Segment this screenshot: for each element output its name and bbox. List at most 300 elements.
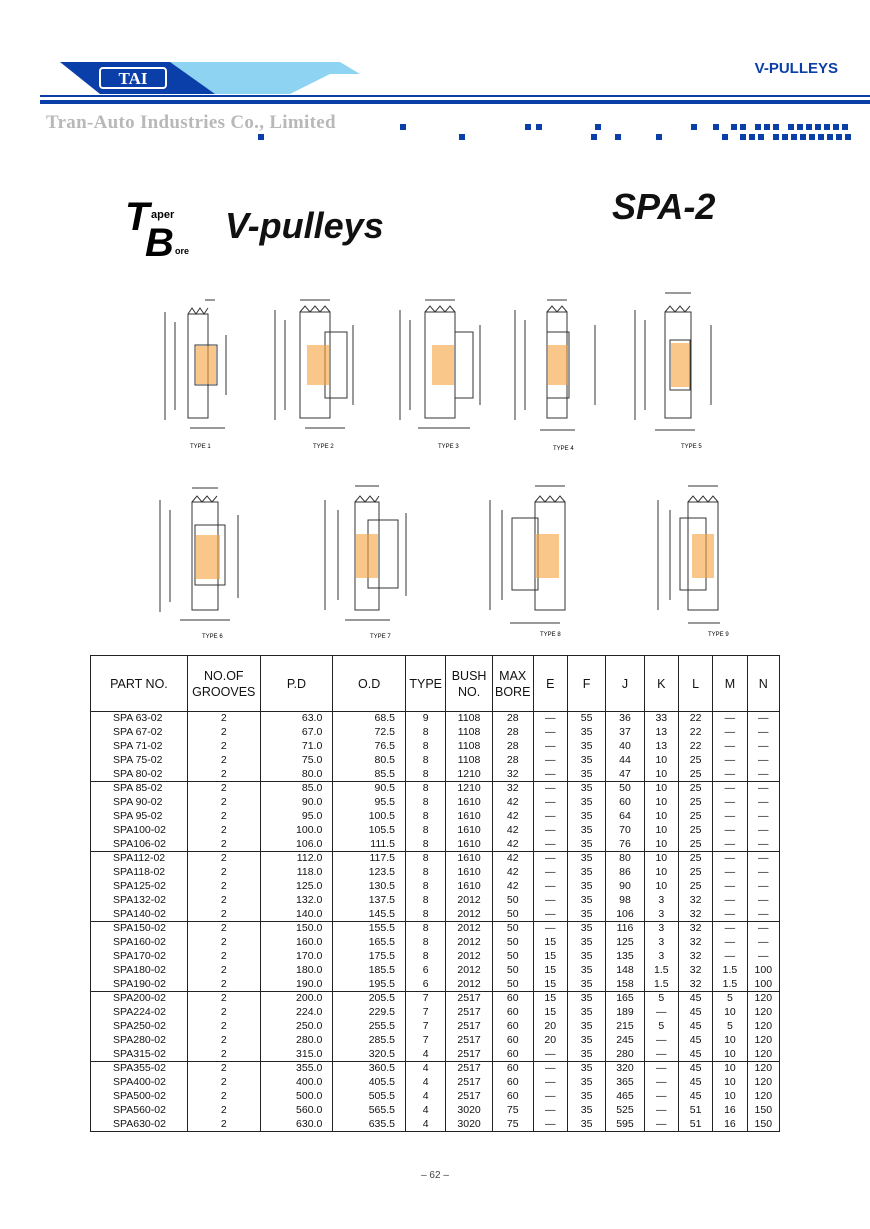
- table-cell: 3020: [446, 1103, 492, 1117]
- table-cell: 2517: [446, 1090, 492, 1104]
- table-cell: 1610: [446, 866, 492, 880]
- table-cell: —: [644, 1061, 678, 1075]
- table-cell: 8: [405, 767, 445, 781]
- table-cell: 15: [533, 963, 567, 977]
- table-cell: 20: [533, 1033, 567, 1047]
- table-cell: 25: [678, 851, 712, 865]
- table-cell: —: [747, 823, 779, 837]
- table-cell: 2012: [446, 950, 492, 964]
- table-cell: 25: [678, 866, 712, 880]
- table-cell: 35: [567, 936, 605, 950]
- table-cell: 42: [492, 880, 533, 894]
- type-label: TYPE 9: [708, 632, 729, 638]
- table-cell: 3: [644, 907, 678, 921]
- table-row: [91, 1103, 780, 1117]
- table-row: [91, 837, 780, 851]
- table-cell: 42: [492, 823, 533, 837]
- table-cell: 35: [567, 810, 605, 824]
- table-cell: —: [644, 1103, 678, 1117]
- table-cell: —: [713, 712, 747, 726]
- table-cell: 111.5: [333, 837, 406, 851]
- table-cell: SPA190-02: [91, 977, 188, 991]
- table-cell: 106.0: [260, 837, 333, 851]
- table-cell: 1108: [446, 726, 492, 740]
- table-cell: 45: [678, 1033, 712, 1047]
- table-cell: 2: [187, 963, 260, 977]
- table-cell: SPA560-02: [91, 1103, 188, 1117]
- table-cell: 50: [492, 977, 533, 991]
- table-cell: 130.5: [333, 880, 406, 894]
- table-cell: 8: [405, 810, 445, 824]
- table-cell: 10: [644, 823, 678, 837]
- table-cell: —: [644, 1090, 678, 1104]
- table-cell: —: [713, 810, 747, 824]
- table-cell: 150: [747, 1117, 779, 1131]
- table-cell: 10: [713, 1033, 747, 1047]
- table-cell: 75.0: [260, 753, 333, 767]
- table-cell: —: [747, 837, 779, 851]
- table-cell: 35: [567, 837, 605, 851]
- table-cell: 50: [606, 781, 644, 795]
- table-cell: 3: [644, 893, 678, 907]
- table-cell: 148: [606, 963, 644, 977]
- table-cell: 175.5: [333, 950, 406, 964]
- table-cell: 5: [713, 991, 747, 1005]
- table-cell: 1210: [446, 767, 492, 781]
- table-cell: 2012: [446, 921, 492, 935]
- table-cell: 132.0: [260, 893, 333, 907]
- table-cell: 25: [678, 823, 712, 837]
- table-cell: 190.0: [260, 977, 333, 991]
- table-cell: 112.0: [260, 851, 333, 865]
- table-cell: —: [713, 781, 747, 795]
- table-cell: 2517: [446, 1020, 492, 1034]
- table-cell: 95.0: [260, 810, 333, 824]
- table-cell: 35: [567, 866, 605, 880]
- table-row: [91, 753, 780, 767]
- table-cell: 5: [644, 991, 678, 1005]
- table-row: [91, 977, 780, 991]
- table-cell: 76.5: [333, 740, 406, 754]
- table-cell: 6: [405, 963, 445, 977]
- table-cell: 50: [492, 921, 533, 935]
- table-cell: SPA 71-02: [91, 740, 188, 754]
- table-cell: 90: [606, 880, 644, 894]
- table-cell: 1.5: [713, 963, 747, 977]
- table-cell: 42: [492, 810, 533, 824]
- table-cell: 32: [678, 950, 712, 964]
- table-cell: —: [713, 893, 747, 907]
- table-cell: 35: [567, 1061, 605, 1075]
- table-cell: 60: [492, 1020, 533, 1034]
- table-cell: 155.5: [333, 921, 406, 935]
- table-cell: 595: [606, 1117, 644, 1131]
- table-cell: 35: [567, 1006, 605, 1020]
- column-header: BUSH NO.: [446, 656, 492, 712]
- table-cell: 560.0: [260, 1103, 333, 1117]
- table-cell: 1610: [446, 851, 492, 865]
- table-cell: —: [533, 893, 567, 907]
- table-cell: 10: [644, 781, 678, 795]
- table-cell: 105.5: [333, 823, 406, 837]
- table-cell: 3: [644, 921, 678, 935]
- table-cell: 1.5: [713, 977, 747, 991]
- table-row: [91, 1061, 780, 1075]
- table-row: [91, 1117, 780, 1131]
- table-cell: 95.5: [333, 796, 406, 810]
- column-header: N: [747, 656, 779, 712]
- table-cell: 85.0: [260, 781, 333, 795]
- table-cell: 6: [405, 977, 445, 991]
- table-cell: —: [713, 950, 747, 964]
- table-cell: —: [713, 740, 747, 754]
- table-row: [91, 963, 780, 977]
- table-cell: SPA 95-02: [91, 810, 188, 824]
- table-cell: 15: [533, 991, 567, 1005]
- pulley-diagram-type-5: [625, 285, 725, 455]
- table-cell: 2: [187, 893, 260, 907]
- table-cell: —: [644, 1117, 678, 1131]
- table-row: [91, 823, 780, 837]
- table-cell: 68.5: [333, 712, 406, 726]
- table-cell: —: [533, 1117, 567, 1131]
- table-row: [91, 726, 780, 740]
- table-cell: —: [644, 1006, 678, 1020]
- table-cell: 10: [644, 810, 678, 824]
- table-cell: —: [533, 921, 567, 935]
- table-cell: SPA132-02: [91, 893, 188, 907]
- table-cell: 67.0: [260, 726, 333, 740]
- table-cell: 185.5: [333, 963, 406, 977]
- table-cell: 25: [678, 796, 712, 810]
- table-cell: 42: [492, 851, 533, 865]
- column-header: F: [567, 656, 605, 712]
- table-cell: —: [747, 851, 779, 865]
- table-cell: 22: [678, 726, 712, 740]
- table-cell: 25: [678, 810, 712, 824]
- table-cell: —: [713, 851, 747, 865]
- column-header: O.D: [333, 656, 406, 712]
- table-cell: 635.5: [333, 1117, 406, 1131]
- table-cell: 7: [405, 991, 445, 1005]
- table-cell: —: [533, 823, 567, 837]
- table-cell: 285.5: [333, 1033, 406, 1047]
- table-cell: 75: [492, 1117, 533, 1131]
- table-cell: 45: [678, 1047, 712, 1061]
- table-cell: —: [533, 907, 567, 921]
- table-cell: 1108: [446, 712, 492, 726]
- table-cell: 45: [678, 1090, 712, 1104]
- table-cell: 1210: [446, 781, 492, 795]
- decorative-dot: [258, 134, 268, 144]
- table-cell: 32: [678, 936, 712, 950]
- table-cell: 2: [187, 1061, 260, 1075]
- table-cell: —: [713, 726, 747, 740]
- table-cell: 15: [533, 950, 567, 964]
- table-cell: 2: [187, 740, 260, 754]
- table-cell: SPA315-02: [91, 1047, 188, 1061]
- table-cell: 80.5: [333, 753, 406, 767]
- table-cell: 28: [492, 740, 533, 754]
- table-cell: 35: [567, 1076, 605, 1090]
- column-header: L: [678, 656, 712, 712]
- table-row: [91, 796, 780, 810]
- table-cell: 13: [644, 726, 678, 740]
- table-cell: —: [533, 753, 567, 767]
- table-cell: 165.5: [333, 936, 406, 950]
- table-cell: 200.0: [260, 991, 333, 1005]
- table-cell: 71.0: [260, 740, 333, 754]
- table-cell: 51: [678, 1117, 712, 1131]
- table-cell: 145.5: [333, 907, 406, 921]
- table-cell: 2: [187, 1006, 260, 1020]
- table-cell: SPA 90-02: [91, 796, 188, 810]
- table-cell: 150.0: [260, 921, 333, 935]
- type-label: TYPE 5: [681, 444, 702, 450]
- table-cell: 47: [606, 767, 644, 781]
- company-name: Tran-Auto Industries Co., Limited: [46, 112, 336, 133]
- table-cell: 1610: [446, 880, 492, 894]
- section-title: V-PULLEYS: [754, 60, 838, 77]
- table-cell: 2517: [446, 991, 492, 1005]
- table-cell: —: [747, 907, 779, 921]
- table-cell: 229.5: [333, 1006, 406, 1020]
- table-cell: 42: [492, 796, 533, 810]
- table-cell: —: [747, 712, 779, 726]
- table-cell: 118.0: [260, 866, 333, 880]
- table-cell: 1610: [446, 796, 492, 810]
- table-cell: 3020: [446, 1117, 492, 1131]
- table-cell: 189: [606, 1006, 644, 1020]
- table-cell: —: [747, 767, 779, 781]
- table-cell: SPA112-02: [91, 851, 188, 865]
- table-cell: 4: [405, 1047, 445, 1061]
- table-cell: 35: [567, 1103, 605, 1117]
- table-cell: 60: [492, 1047, 533, 1061]
- table-cell: 76: [606, 837, 644, 851]
- table-cell: —: [533, 740, 567, 754]
- table-cell: SPA224-02: [91, 1006, 188, 1020]
- pulley-diagram-type-7: [310, 478, 420, 643]
- type-label: TYPE 6: [202, 634, 223, 640]
- table-cell: —: [533, 810, 567, 824]
- table-row: [91, 740, 780, 754]
- table-row: [91, 1033, 780, 1047]
- table-cell: 2: [187, 1047, 260, 1061]
- table-cell: 80: [606, 851, 644, 865]
- table-cell: —: [713, 837, 747, 851]
- column-header: P.D: [260, 656, 333, 712]
- table-cell: 2: [187, 1033, 260, 1047]
- table-cell: —: [713, 823, 747, 837]
- table-cell: 2: [187, 977, 260, 991]
- pulley-diagram-type-3: [390, 290, 490, 455]
- table-cell: SPA400-02: [91, 1076, 188, 1090]
- table-cell: 90.5: [333, 781, 406, 795]
- table-cell: 35: [567, 963, 605, 977]
- table-cell: —: [747, 866, 779, 880]
- table-cell: 60: [492, 1076, 533, 1090]
- table-cell: 55: [567, 712, 605, 726]
- table-cell: 150: [747, 1103, 779, 1117]
- table-cell: 2517: [446, 1047, 492, 1061]
- table-cell: 195.5: [333, 977, 406, 991]
- decorative-dot-pattern: [395, 120, 855, 144]
- type-label: TYPE 7: [370, 634, 391, 640]
- table-cell: 60: [492, 1090, 533, 1104]
- table-cell: 2: [187, 767, 260, 781]
- taper-bore-logo: [125, 196, 205, 260]
- table-cell: 120: [747, 1061, 779, 1075]
- table-cell: 137.5: [333, 893, 406, 907]
- table-cell: 116: [606, 921, 644, 935]
- table-row: [91, 936, 780, 950]
- table-cell: 7: [405, 1033, 445, 1047]
- table-cell: 25: [678, 880, 712, 894]
- table-body: [91, 712, 780, 1132]
- table-cell: SPA500-02: [91, 1090, 188, 1104]
- type-label: TYPE 4: [553, 446, 574, 452]
- table-cell: 25: [678, 837, 712, 851]
- table-cell: —: [533, 1076, 567, 1090]
- table-cell: 8: [405, 866, 445, 880]
- table-cell: 90.0: [260, 796, 333, 810]
- table-cell: 63.0: [260, 712, 333, 726]
- table-cell: 2: [187, 726, 260, 740]
- table-cell: 45: [678, 1020, 712, 1034]
- column-header: NO.OF GROOVES: [187, 656, 260, 712]
- table-cell: 32: [678, 977, 712, 991]
- table-cell: 500.0: [260, 1090, 333, 1104]
- table-cell: 35: [567, 977, 605, 991]
- table-cell: 2517: [446, 1033, 492, 1047]
- table-row: [91, 1020, 780, 1034]
- table-cell: —: [713, 880, 747, 894]
- table-cell: SPA140-02: [91, 907, 188, 921]
- table-cell: 117.5: [333, 851, 406, 865]
- table-cell: 250.0: [260, 1020, 333, 1034]
- table-cell: 10: [644, 767, 678, 781]
- table-cell: 28: [492, 753, 533, 767]
- table-cell: 16: [713, 1103, 747, 1117]
- table-cell: 4: [405, 1090, 445, 1104]
- table-cell: 2: [187, 921, 260, 935]
- table-cell: 32: [492, 781, 533, 795]
- table-cell: SPA 63-02: [91, 712, 188, 726]
- table-cell: 50: [492, 893, 533, 907]
- table-cell: SPA630-02: [91, 1117, 188, 1131]
- table-cell: 4: [405, 1103, 445, 1117]
- pulley-diagram-type-6: [150, 480, 250, 645]
- table-cell: 180.0: [260, 963, 333, 977]
- table-cell: 100.5: [333, 810, 406, 824]
- table-cell: 2: [187, 823, 260, 837]
- table-cell: 2012: [446, 977, 492, 991]
- table-row: [91, 851, 780, 865]
- table-cell: 25: [678, 753, 712, 767]
- table-cell: 22: [678, 740, 712, 754]
- table-cell: 120: [747, 1090, 779, 1104]
- table-cell: 2: [187, 1103, 260, 1117]
- table-cell: 35: [567, 1033, 605, 1047]
- table-cell: SPA160-02: [91, 936, 188, 950]
- table-cell: 70: [606, 823, 644, 837]
- table-cell: 505.5: [333, 1090, 406, 1104]
- table-cell: —: [747, 753, 779, 767]
- table-cell: 80.0: [260, 767, 333, 781]
- page-number: – 62 –: [421, 1170, 449, 1181]
- table-cell: 42: [492, 837, 533, 851]
- table-cell: 8: [405, 851, 445, 865]
- table-cell: 85.5: [333, 767, 406, 781]
- table-cell: 37: [606, 726, 644, 740]
- table-cell: SPA200-02: [91, 991, 188, 1005]
- table-cell: 158: [606, 977, 644, 991]
- table-row: [91, 1090, 780, 1104]
- table-cell: 2: [187, 991, 260, 1005]
- table-cell: 8: [405, 823, 445, 837]
- table-cell: —: [747, 893, 779, 907]
- table-cell: SPA118-02: [91, 866, 188, 880]
- table-cell: —: [644, 1033, 678, 1047]
- table-cell: 170.0: [260, 950, 333, 964]
- table-cell: 40: [606, 740, 644, 754]
- type-label: TYPE 1: [190, 444, 211, 450]
- table-cell: 35: [567, 907, 605, 921]
- table-cell: 10: [644, 851, 678, 865]
- table-cell: SPA106-02: [91, 837, 188, 851]
- table-cell: 205.5: [333, 991, 406, 1005]
- table-cell: 2: [187, 936, 260, 950]
- table-cell: 3: [644, 950, 678, 964]
- table-cell: 2: [187, 810, 260, 824]
- table-cell: 60: [492, 1061, 533, 1075]
- table-cell: SPA170-02: [91, 950, 188, 964]
- table-cell: 8: [405, 753, 445, 767]
- table-cell: 123.5: [333, 866, 406, 880]
- table-cell: 215: [606, 1020, 644, 1034]
- table-cell: 10: [644, 753, 678, 767]
- table-row: [91, 1047, 780, 1061]
- table-cell: 8: [405, 726, 445, 740]
- table-row: [91, 1076, 780, 1090]
- table-cell: 10: [713, 1076, 747, 1090]
- table-cell: 280.0: [260, 1033, 333, 1047]
- table-cell: —: [533, 1061, 567, 1075]
- table-row: [91, 1006, 780, 1020]
- logo-text: TAI: [118, 69, 148, 88]
- table-row: [91, 880, 780, 894]
- table-cell: 320.5: [333, 1047, 406, 1061]
- table-cell: 8: [405, 921, 445, 935]
- table-cell: 25: [678, 767, 712, 781]
- table-cell: 2012: [446, 936, 492, 950]
- table-cell: 32: [678, 921, 712, 935]
- table-row: [91, 921, 780, 935]
- table-cell: 35: [567, 753, 605, 767]
- table-cell: 525: [606, 1103, 644, 1117]
- table-cell: SPA280-02: [91, 1033, 188, 1047]
- table-cell: 2: [187, 712, 260, 726]
- pulley-diagram-type-8: [480, 478, 590, 643]
- table-cell: 10: [713, 1047, 747, 1061]
- svg-text:ore: ore: [175, 246, 190, 256]
- pulley-diagram-type-9: [648, 478, 758, 643]
- table-row: [91, 950, 780, 964]
- table-cell: 140.0: [260, 907, 333, 921]
- table-cell: SPA355-02: [91, 1061, 188, 1075]
- table-cell: 360.5: [333, 1061, 406, 1075]
